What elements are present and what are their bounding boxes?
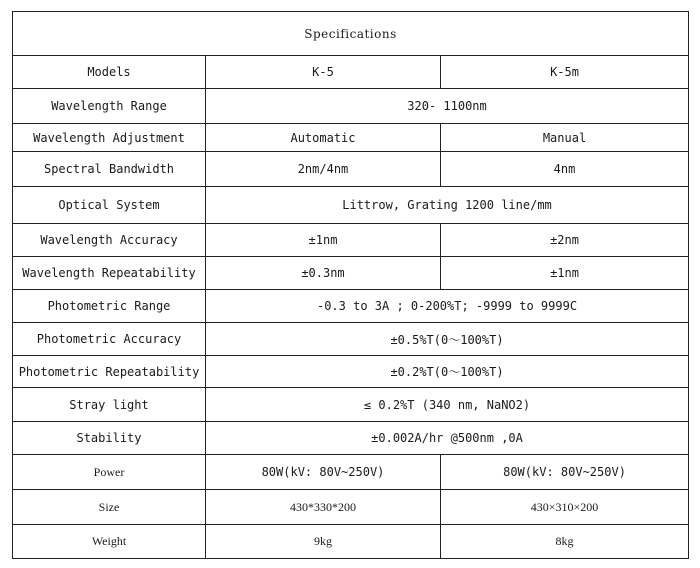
shared-value: ≤ 0.2%T (340 nm, NaNO2) [206,388,689,422]
row-label: Stray light [13,388,206,422]
row-label: Power [13,455,206,490]
row-label: Photometric Range [13,290,206,323]
specifications-table [12,11,689,559]
spec-row-wavelength-range [13,89,689,124]
row-label: Optical System [13,187,206,224]
title-row [13,12,689,56]
k5m-value: ±1nm [441,257,689,290]
k5m-value: 80W(kV: 80V~250V) [441,455,689,490]
k5m-value: Manual [441,124,689,152]
shared-value: Littrow, Grating 1200 line/mm [206,187,689,224]
row-label: Spectral Bandwidth [13,152,206,187]
spec-row-power [13,455,689,490]
spec-row-models [13,56,689,89]
k5m-value: ±2nm [441,224,689,257]
spec-row-spectral-bandwidth [13,152,689,187]
shared-value: ±0.002A/hr @500nm ,0A [206,422,689,455]
spec-row-stray-light [13,388,689,422]
k5-value: 80W(kV: 80V~250V) [206,455,441,490]
k5-value: ±1nm [206,224,441,257]
row-label: Models [13,56,206,89]
k5-value: ±0.3nm [206,257,441,290]
spec-row-wavelength-repeatability [13,257,689,290]
row-label: Wavelength Range [13,89,206,124]
row-label: Wavelength Repeatability [13,257,206,290]
row-label: Stability [13,422,206,455]
k5-value: K-5 [206,56,441,89]
spec-row-photometric-accuracy [13,323,689,356]
row-label: Photometric Repeatability [13,356,206,388]
k5-value: 9kg [206,525,441,559]
k5m-value: 430×310×200 [441,490,689,525]
table-title: Specifications [13,12,689,56]
shared-value: ±0.5%T(0～100%T) [206,323,689,356]
row-label: Wavelength Accuracy [13,224,206,257]
spec-row-photometric-range [13,290,689,323]
spec-row-optical-system [13,187,689,224]
row-label: Photometric Accuracy [13,323,206,356]
spec-row-wavelength-accuracy [13,224,689,257]
row-label: Weight [13,525,206,559]
spec-row-photometric-repeatability [13,356,689,388]
row-label: Wavelength Adjustment [13,124,206,152]
shared-value: ±0.2%T(0～100%T) [206,356,689,388]
spec-row-wavelength-adjustment [13,124,689,152]
k5-value: 430*330*200 [206,490,441,525]
k5-value: Automatic [206,124,441,152]
spec-row-stability [13,422,689,455]
k5m-value: 4nm [441,152,689,187]
shared-value: -0.3 to 3A ; 0-200%T; -9999 to 9999C [206,290,689,323]
spec-row-size [13,490,689,525]
shared-value: 320- 1100nm [206,89,689,124]
k5-value: 2nm/4nm [206,152,441,187]
spec-row-weight [13,525,689,559]
row-label: Size [13,490,206,525]
k5m-value: 8kg [441,525,689,559]
k5m-value: K-5m [441,56,689,89]
